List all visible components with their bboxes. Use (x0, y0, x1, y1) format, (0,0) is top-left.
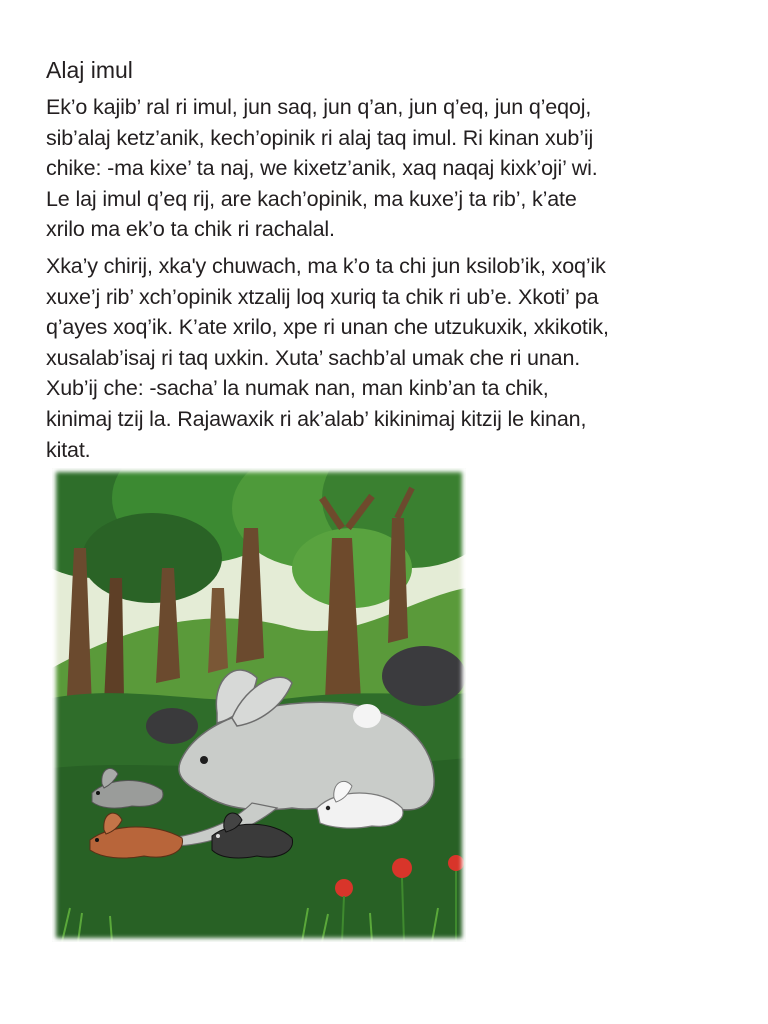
paragraph-1-line-3: chike: -ma kixe’ ta naj, we kixetz’anik, xaq naqaj kixk’oji’ wi. (46, 156, 598, 181)
paragraph-2-line-4: xusalab’isaj ri taq uxkin. Xuta’ sachb’al umak che ri unan. (46, 345, 581, 370)
story-title: Alaj imul (46, 57, 133, 83)
paragraph-2-line-1: Xka’y chirij, xka'y chuwach, ma k’o ta chi jun ksilob’ik, xoq’ik (46, 254, 606, 278)
paragraph-1-line-4: Le laj imul q’eq rij, are kach’opinik, ma kuxe’j ta rib’, k’ate (46, 186, 577, 211)
paragraph-1-line-1: Ek’o kajib’ ral ri imul, jun saq, jun q’an, jun q’eq, jun q’eqoj, (46, 95, 592, 119)
paragraph-2-line-2: xuxe’j rib’ xch’opinik xtzalij loq xuriq ta chik ri ub’e. Xkoti’ pa (46, 284, 599, 309)
paragraph-2-line-6: kinimaj tzij la. Rajawaxik ri ak’alab’ kikinimaj kitzij le kinan, (46, 406, 587, 431)
paragraph-2-line-5: Xub’ij che: -sacha’ la numak nan, man kinb’an ta chik, (46, 376, 549, 401)
rock-left (146, 708, 198, 744)
paragraph-2 (46, 251, 746, 465)
rock-right (382, 646, 466, 706)
paragraph-1-line-5: xrilo ma ek’o ta chik ri rachalal. (46, 217, 335, 242)
paragraph-2-line-3: q’ayes xoq’ik. K’ate xrilo, xpe ri unan che utzukuxik, xkikotik, (46, 315, 609, 340)
paragraph-1-line-2: sib’alaj ketz’anik, kech’opinik ri alaj taq imul. Ri kinan xub’ij (46, 125, 594, 150)
paragraph-2-line-7: kitat. (46, 437, 91, 462)
paragraph-1 (46, 92, 746, 245)
illustration-canvas (52, 468, 466, 942)
rabbits-in-forest-illustration (52, 468, 466, 942)
